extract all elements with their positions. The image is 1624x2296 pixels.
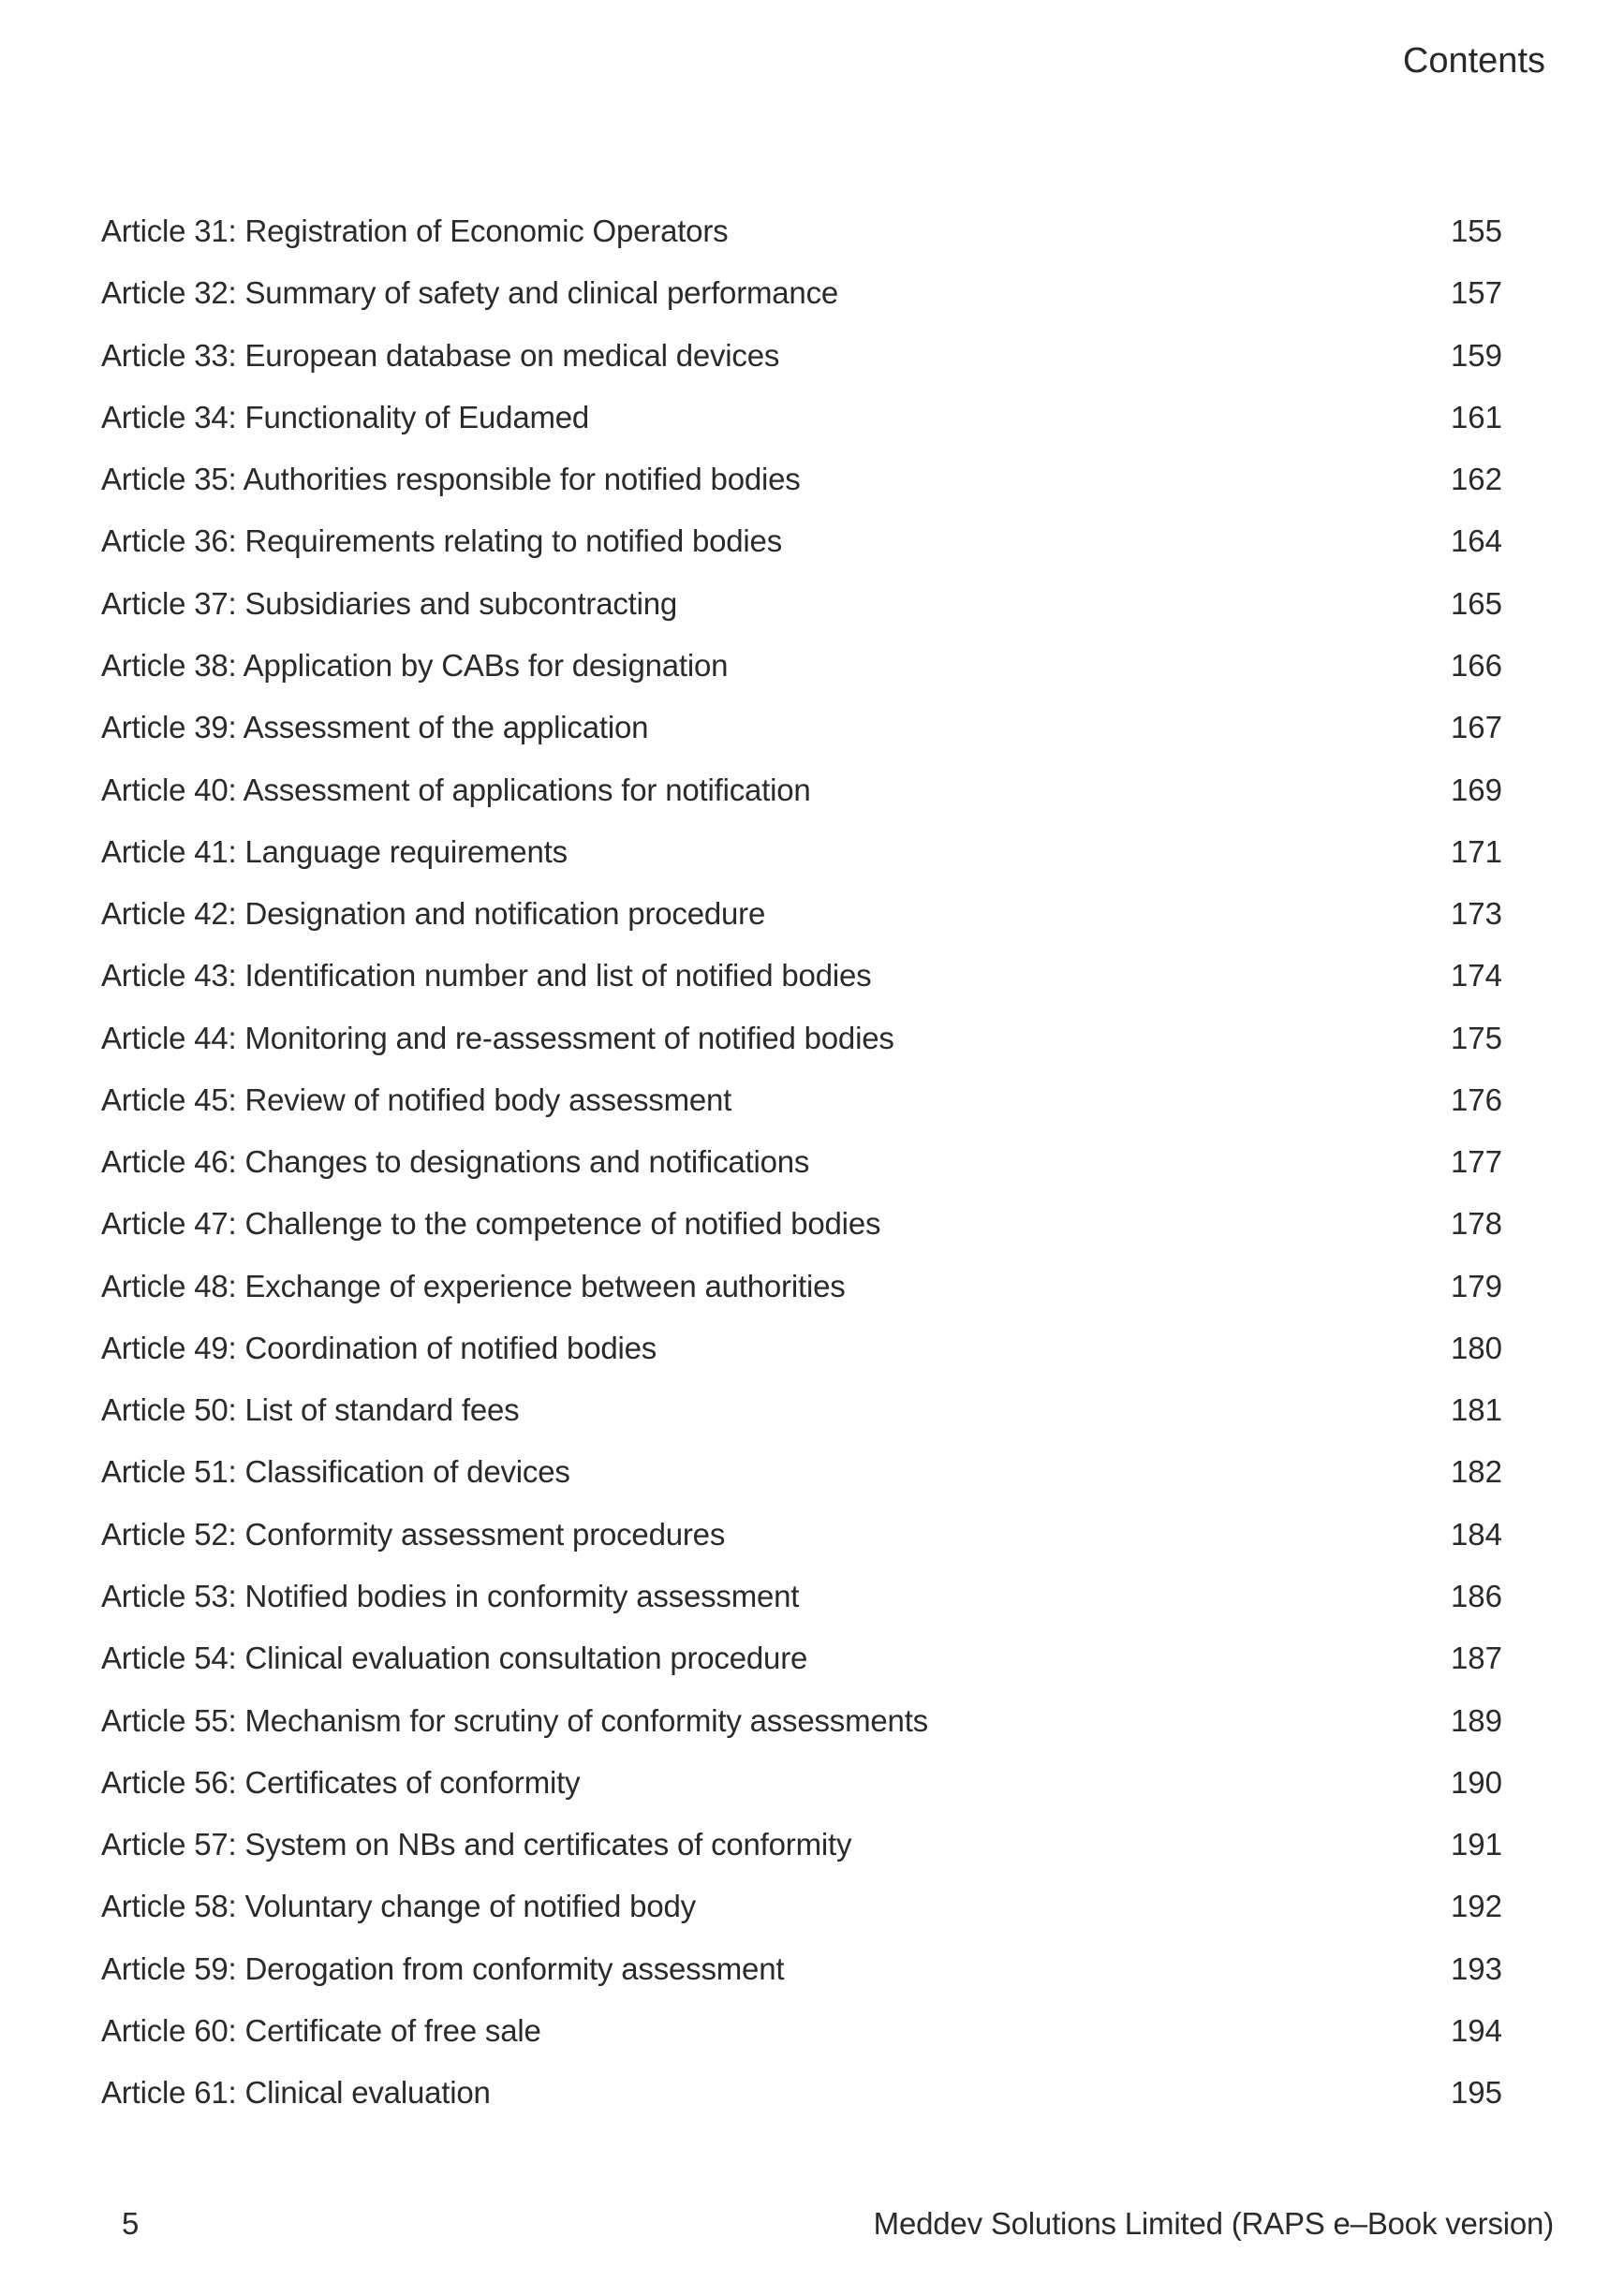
toc-entry-label: Article 51: Classification of devices	[101, 1454, 570, 1490]
toc-row	[101, 1131, 1502, 1193]
toc-entry-page: 176	[1450, 1082, 1502, 1117]
toc-entry-label: Article 57: System on NBs and certificates of conformity	[101, 1827, 852, 1862]
toc-entry-page: 193	[1450, 1950, 1502, 1986]
toc-row	[101, 573, 1502, 635]
toc-entry-label: Article 52: Conformity assessment procedures	[101, 1516, 726, 1552]
toc-row	[101, 1814, 1502, 1876]
toc-entry-label: Article 47: Challenge to the competence of notified bodies	[101, 1206, 881, 1242]
toc-entry-page: 169	[1450, 772, 1502, 807]
toc-entry-label: Article 36: Requirements relating to notified bodies	[101, 523, 783, 559]
toc-row	[101, 1256, 1502, 1317]
toc-entry-label: Article 42: Designation and notification procedure	[101, 896, 766, 932]
toc-entry-label: Article 43: Identification number and list of notified bodies	[101, 958, 872, 993]
toc-row	[101, 387, 1502, 449]
toc-entry-label: Article 35: Authorities responsible for notified bodies	[101, 462, 801, 497]
toc-entry-page: 178	[1450, 1206, 1502, 1242]
toc-entry-label: Article 33: European database on medical devices	[101, 337, 780, 373]
toc-entry-page: 182	[1450, 1454, 1502, 1490]
toc-row	[101, 2062, 1502, 2124]
toc-entry-label: Article 46: Changes to designations and notifications	[101, 1144, 810, 1180]
toc-entry-label: Article 61: Clinical evaluation	[101, 2075, 491, 2111]
toc-entry-page: 177	[1450, 1144, 1502, 1180]
toc-entry-page: 164	[1450, 523, 1502, 559]
page-footer	[122, 2206, 1554, 2242]
toc-entry-page: 165	[1450, 585, 1502, 621]
toc-entry-label: Article 45: Review of notified body assessment	[101, 1082, 732, 1117]
toc-list	[101, 200, 1502, 2124]
toc-entry-label: Article 38: Application by CABs for designation	[101, 647, 729, 683]
toc-entry-label: Article 48: Exchange of experience between authorities	[101, 1268, 846, 1303]
toc-entry-label: Article 31: Registration of Economic Operators	[101, 213, 729, 249]
toc-entry-label: Article 41: Language requirements	[101, 833, 568, 869]
contents-heading: Contents	[1402, 41, 1545, 81]
toc-row	[101, 1069, 1502, 1131]
toc-row	[101, 697, 1502, 758]
toc-row	[101, 1937, 1502, 1999]
toc-entry-page: 161	[1450, 399, 1502, 434]
toc-entry-page: 194	[1450, 2012, 1502, 2048]
toc-entry-label: Article 58: Voluntary change of notified body	[101, 1889, 696, 1924]
toc-entry-label: Article 32: Summary of safety and clinical performance	[101, 275, 839, 311]
toc-entry-page: 180	[1450, 1330, 1502, 1365]
toc-row	[101, 1379, 1502, 1441]
toc-row	[101, 883, 1502, 945]
toc-entry-page: 179	[1450, 1268, 1502, 1303]
toc-entry-page: 155	[1450, 213, 1502, 249]
toc-entry-page: 181	[1450, 1392, 1502, 1428]
toc-row	[101, 510, 1502, 572]
toc-row	[101, 449, 1502, 510]
toc-entry-page: 195	[1450, 2075, 1502, 2111]
toc-row	[101, 325, 1502, 387]
toc-entry-label: Article 55: Mechanism for scrutiny of conformity assessments	[101, 1702, 928, 1738]
toc-entry-page: 192	[1450, 1889, 1502, 1924]
toc-row	[101, 1566, 1502, 1627]
toc-entry-page: 162	[1450, 462, 1502, 497]
toc-row	[101, 758, 1502, 820]
toc-row	[101, 945, 1502, 1007]
toc-row	[101, 635, 1502, 697]
toc-row	[101, 262, 1502, 324]
toc-row	[101, 1317, 1502, 1379]
toc-entry-page: 187	[1450, 1641, 1502, 1676]
toc-row	[101, 2000, 1502, 2062]
toc-entry-page: 159	[1450, 337, 1502, 373]
toc-row	[101, 1689, 1502, 1751]
toc-entry-page: 190	[1450, 1764, 1502, 1800]
toc-entry-label: Article 40: Assessment of applications for notification	[101, 772, 811, 807]
toc-entry-label: Article 34: Functionality of Eudamed	[101, 399, 590, 434]
toc-row	[101, 1504, 1502, 1566]
toc-row	[101, 1007, 1502, 1068]
toc-entry-label: Article 59: Derogation from conformity assessment	[101, 1950, 785, 1986]
toc-entry-page: 184	[1450, 1516, 1502, 1552]
toc-entry-page: 173	[1450, 896, 1502, 932]
toc-entry-page: 166	[1450, 647, 1502, 683]
toc-entry-page: 189	[1450, 1702, 1502, 1738]
footer-publisher: Meddev Solutions Limited (RAPS e–Book version)	[873, 2206, 1554, 2241]
toc-entry-page: 191	[1450, 1827, 1502, 1862]
toc-entry-label: Article 39: Assessment of the application	[101, 710, 649, 745]
toc-entry-label: Article 37: Subsidiaries and subcontracting	[101, 585, 678, 621]
toc-entry-page: 167	[1450, 710, 1502, 745]
toc-row	[101, 1752, 1502, 1814]
toc-entry-label: Article 44: Monitoring and re-assessment of notified bodies	[101, 1020, 894, 1055]
toc-entry-label: Article 60: Certificate of free sale	[101, 2012, 541, 2048]
toc-entry-page: 186	[1450, 1578, 1502, 1613]
toc-row	[101, 200, 1502, 262]
toc-entry-page: 175	[1450, 1020, 1502, 1055]
toc-entry-label: Article 56: Certificates of conformity	[101, 1764, 581, 1800]
toc-row	[101, 1441, 1502, 1503]
toc-entry-page: 157	[1450, 275, 1502, 311]
toc-row	[101, 1193, 1502, 1255]
footer-page-number: 5	[122, 2206, 140, 2241]
toc-row	[101, 1627, 1502, 1689]
toc-entry-label: Article 54: Clinical evaluation consultation procedure	[101, 1641, 808, 1676]
toc-row	[101, 821, 1502, 883]
toc-entry-page: 174	[1450, 958, 1502, 993]
toc-entry-label: Article 50: List of standard fees	[101, 1392, 520, 1428]
toc-row	[101, 1876, 1502, 1937]
toc-entry-page: 171	[1450, 833, 1502, 869]
toc-entry-label: Article 49: Coordination of notified bodies	[101, 1330, 657, 1365]
toc-entry-label: Article 53: Notified bodies in conformity assessment	[101, 1578, 800, 1613]
